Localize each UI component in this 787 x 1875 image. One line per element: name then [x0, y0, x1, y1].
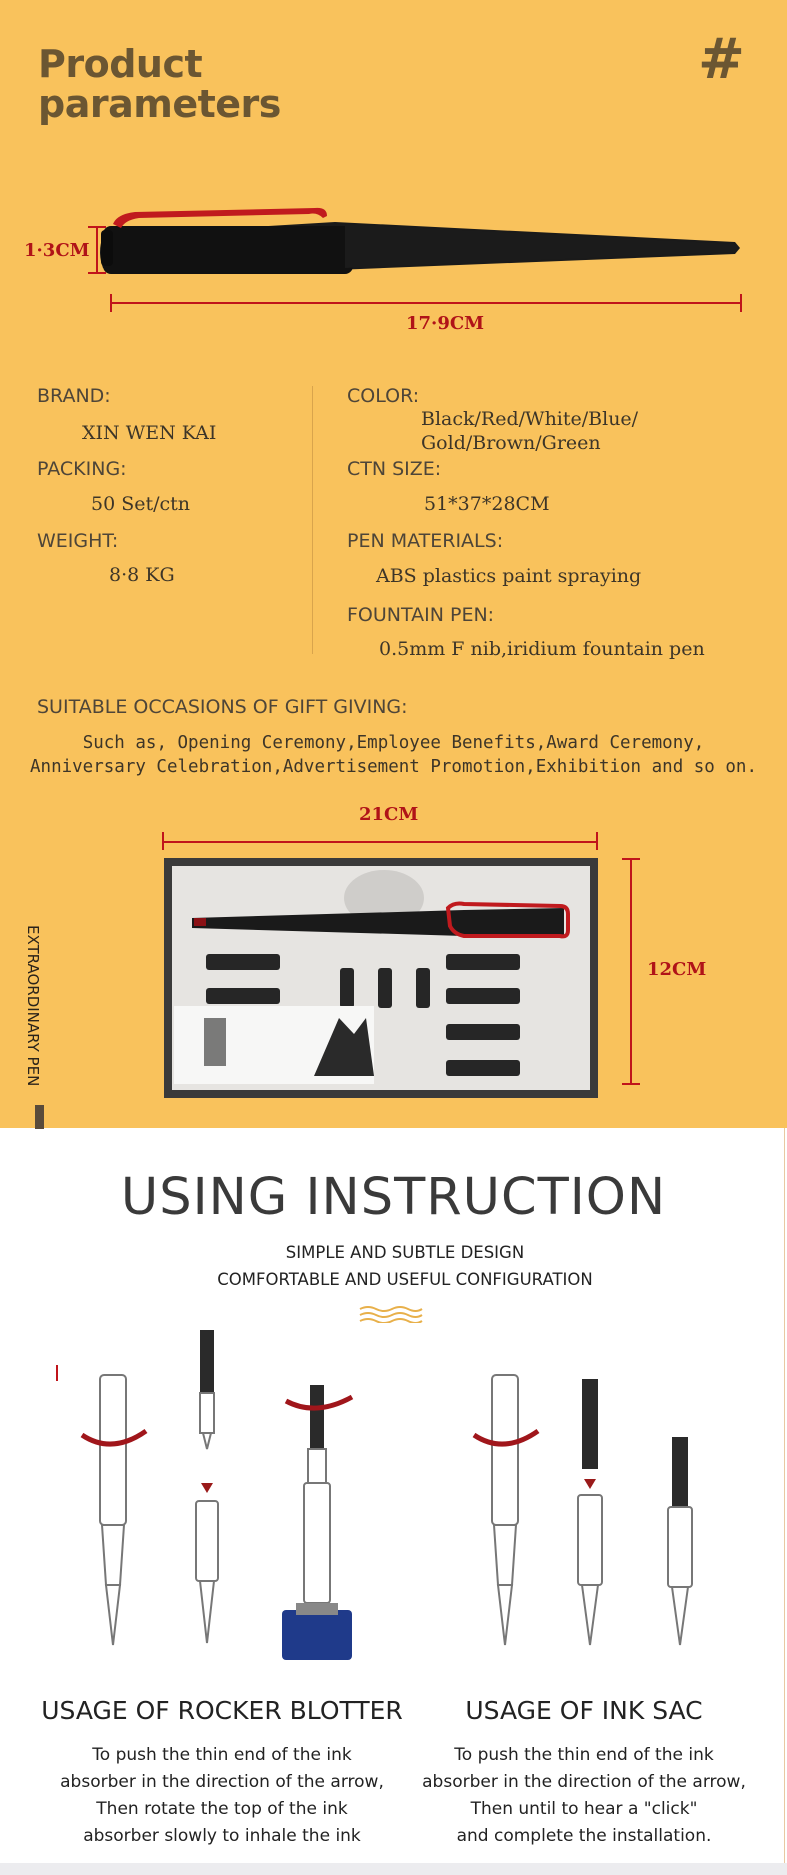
- hash-icon: #: [698, 27, 745, 92]
- materials-label: PEN MATERIALS:: [347, 530, 504, 552]
- ctn-size-value: 51*37*28CM: [424, 493, 550, 515]
- diameter-cap-top: [88, 226, 106, 228]
- brand-label: BRAND:: [37, 385, 111, 407]
- packing-label: PACKING:: [37, 458, 127, 480]
- pen-length-label: 17·9CM: [406, 313, 485, 334]
- instruction-subtitle-1: SIMPLE AND SUBTLE DESIGN: [285, 1243, 525, 1262]
- occasions-heading: SUITABLE OCCASIONS OF GIFT GIVING:: [37, 696, 408, 718]
- page-title: [38, 44, 398, 124]
- box-height-line: [630, 858, 632, 1084]
- pen-diameter-label: 1·3CM: [24, 240, 90, 261]
- diameter-line: [96, 226, 98, 274]
- pen-image: [95, 200, 755, 280]
- right-edge-rule: [784, 1128, 785, 1863]
- weight-label: WEIGHT:: [37, 530, 119, 552]
- instruction-subtitle-2: COMFORTABLE AND USEFUL CONFIGURATION: [217, 1270, 593, 1289]
- box-width-label: 21CM: [359, 804, 419, 825]
- fountain-pen-label: FOUNTAIN PEN:: [347, 604, 495, 626]
- color-label: COLOR:: [347, 385, 420, 407]
- length-cap-right: [740, 294, 742, 312]
- ctn-size-label: CTN SIZE:: [347, 458, 442, 480]
- title-line-2: parameters: [38, 82, 281, 126]
- color-value-line2: Gold/Brown/Green: [421, 432, 601, 454]
- bottom-strip: [0, 1863, 787, 1875]
- fountain-pen-value: 0.5mm F nib,iridium fountain pen: [379, 638, 705, 660]
- instruction-title: USING INSTRUCTION: [120, 1168, 667, 1227]
- box-width-cap-left: [162, 832, 164, 850]
- title-line-1: Product: [38, 42, 203, 86]
- box-height-cap-top: [622, 858, 640, 860]
- brand-value: XIN WEN KAI: [82, 422, 217, 444]
- materials-value: ABS plastics paint spraying: [376, 565, 642, 587]
- box-height-cap-bottom: [622, 1083, 640, 1085]
- side-accent-bar: [35, 1105, 44, 1129]
- box-width-cap-right: [596, 832, 598, 850]
- rocker-blotter-illustration: [50, 1325, 370, 1675]
- usage-left-title: USAGE OF ROCKER BLOTTER: [41, 1696, 403, 1725]
- color-value-line1: Black/Red/White/Blue/: [421, 408, 639, 430]
- usage-right-desc: To push the thin end of the ink absorber in the direction of the arrow, Then until to hear a "click" and complete the installation.: [422, 1745, 746, 1846]
- diameter-cap-bottom: [88, 272, 106, 274]
- packing-value: 50 Set/ctn: [91, 493, 191, 515]
- spec-divider: [312, 386, 313, 654]
- wave-ornament-icon: [358, 1305, 424, 1323]
- box-height-label: 12CM: [647, 959, 707, 980]
- ink-sac-illustration: [460, 1325, 720, 1675]
- usage-right-title: USAGE OF INK SAC: [465, 1696, 703, 1725]
- occasions-line-2: Anniversary Celebration,Advertisement Promotion,Exhibition and so on.: [30, 757, 757, 777]
- occasions-line-1: Such as, Opening Ceremony,Employee Benefits,Award Ceremony,: [82, 733, 705, 753]
- weight-value: 8·8 KG: [109, 564, 175, 586]
- length-line: [110, 302, 742, 304]
- length-cap-left: [110, 294, 112, 312]
- gift-box-image: [164, 858, 598, 1098]
- usage-left-desc: To push the thin end of the ink absorber in the direction of the arrow, Then rotate the top of the ink absorber slowly to inhale the ink: [60, 1745, 384, 1846]
- box-width-line: [162, 841, 597, 843]
- side-vertical-text: EXTRAORDINARY PEN: [24, 925, 42, 1087]
